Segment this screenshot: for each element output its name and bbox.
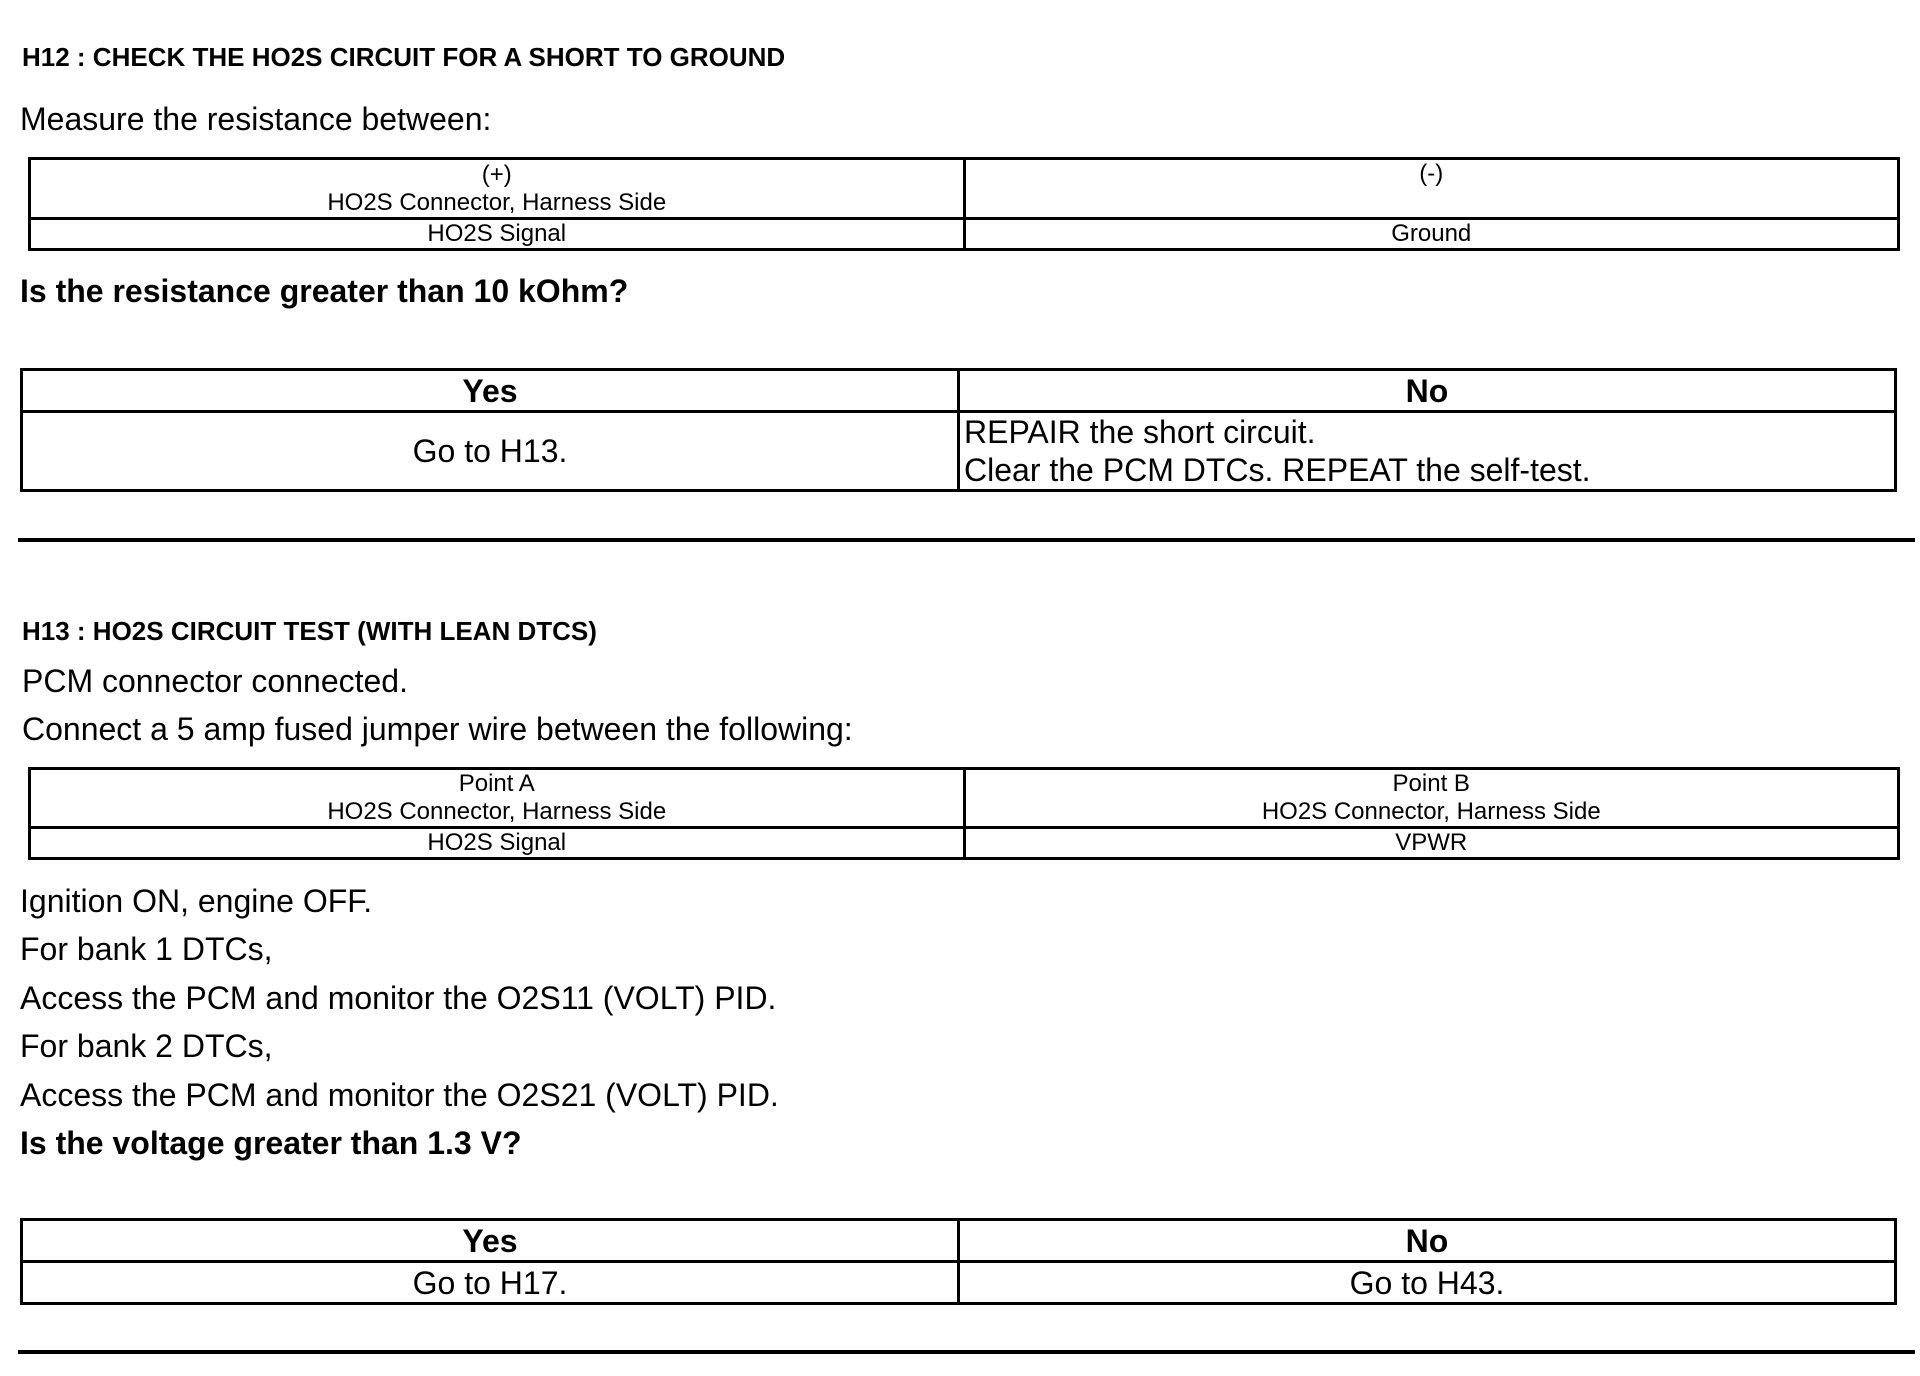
table-row <box>30 769 1899 828</box>
table-row <box>22 1220 1896 1262</box>
decision-no-line: Clear the PCM DTCs. REPEAT the self-test. <box>964 452 1591 488</box>
table-row <box>22 1262 1896 1304</box>
jumper-col1-header <box>30 769 965 828</box>
table-row <box>30 159 1899 219</box>
header-line: (-) <box>1419 160 1444 187</box>
jumper-col1-value: HO2S Signal <box>30 828 965 859</box>
table-row <box>30 828 1899 859</box>
decision-no-text <box>959 412 1896 491</box>
h12-question: Is the resistance greater than 10 kOhm? <box>20 273 629 309</box>
decision-no-header: No <box>959 370 1896 412</box>
header-line: Point A <box>458 770 535 797</box>
decision-yes-text: Go to H13. <box>22 412 959 491</box>
table-row <box>30 219 1899 250</box>
header-line: HO2S Connector, Harness Side <box>327 188 667 216</box>
h13-step: Access the PCM and monitor the O2S11 (VOLT) PID. <box>20 980 777 1016</box>
jumper-col2-value: VPWR <box>964 828 1899 859</box>
h13-step: Ignition ON, engine OFF. <box>20 883 373 919</box>
h13-step: For bank 2 DTCs, <box>20 1028 273 1064</box>
h13-step: For bank 1 DTCs, <box>20 931 273 967</box>
h12-measure-table <box>28 157 1900 251</box>
h13-line2: Connect a 5 amp fused jumper wire between the following: <box>22 711 853 747</box>
table-row <box>22 412 1896 491</box>
header-line: Point B <box>1392 770 1470 797</box>
table-row <box>22 370 1896 412</box>
section-divider <box>18 1350 1915 1354</box>
h12-instruction: Measure the resistance between: <box>20 101 492 137</box>
section-divider <box>18 538 1915 542</box>
jumper-col2-header <box>964 769 1899 828</box>
header-line: (+) <box>481 160 512 188</box>
h13-line1: PCM connector connected. <box>22 663 408 699</box>
decision-no-text: Go to H43. <box>959 1262 1896 1304</box>
measure-col1-value: HO2S Signal <box>30 219 965 250</box>
decision-yes-text: Go to H17. <box>22 1262 959 1304</box>
h13-title: H13 : HO2S CIRCUIT TEST (WITH LEAN DTCS) <box>22 616 597 646</box>
measure-col1-header <box>30 159 965 219</box>
header-line: HO2S Connector, Harness Side <box>1261 798 1601 825</box>
header-line: HO2S Connector, Harness Side <box>327 798 667 825</box>
h13-step: Access the PCM and monitor the O2S21 (VOLT) PID. <box>20 1077 779 1113</box>
h12-decision-table <box>20 368 1897 492</box>
decision-yes-header: Yes <box>22 1220 959 1262</box>
h13-jumper-table <box>28 767 1900 860</box>
decision-no-header: No <box>959 1220 1896 1262</box>
decision-no-line: REPAIR the short circuit. <box>964 414 1316 450</box>
h13-decision-table <box>20 1218 1897 1305</box>
h12-title: H12 : CHECK THE HO2S CIRCUIT FOR A SHORT TO GROUND <box>22 42 786 72</box>
measure-col2-header <box>964 159 1899 219</box>
h13-question: Is the voltage greater than 1.3 V? <box>20 1125 522 1161</box>
measure-col2-value: Ground <box>964 219 1899 250</box>
decision-yes-header: Yes <box>22 370 959 412</box>
